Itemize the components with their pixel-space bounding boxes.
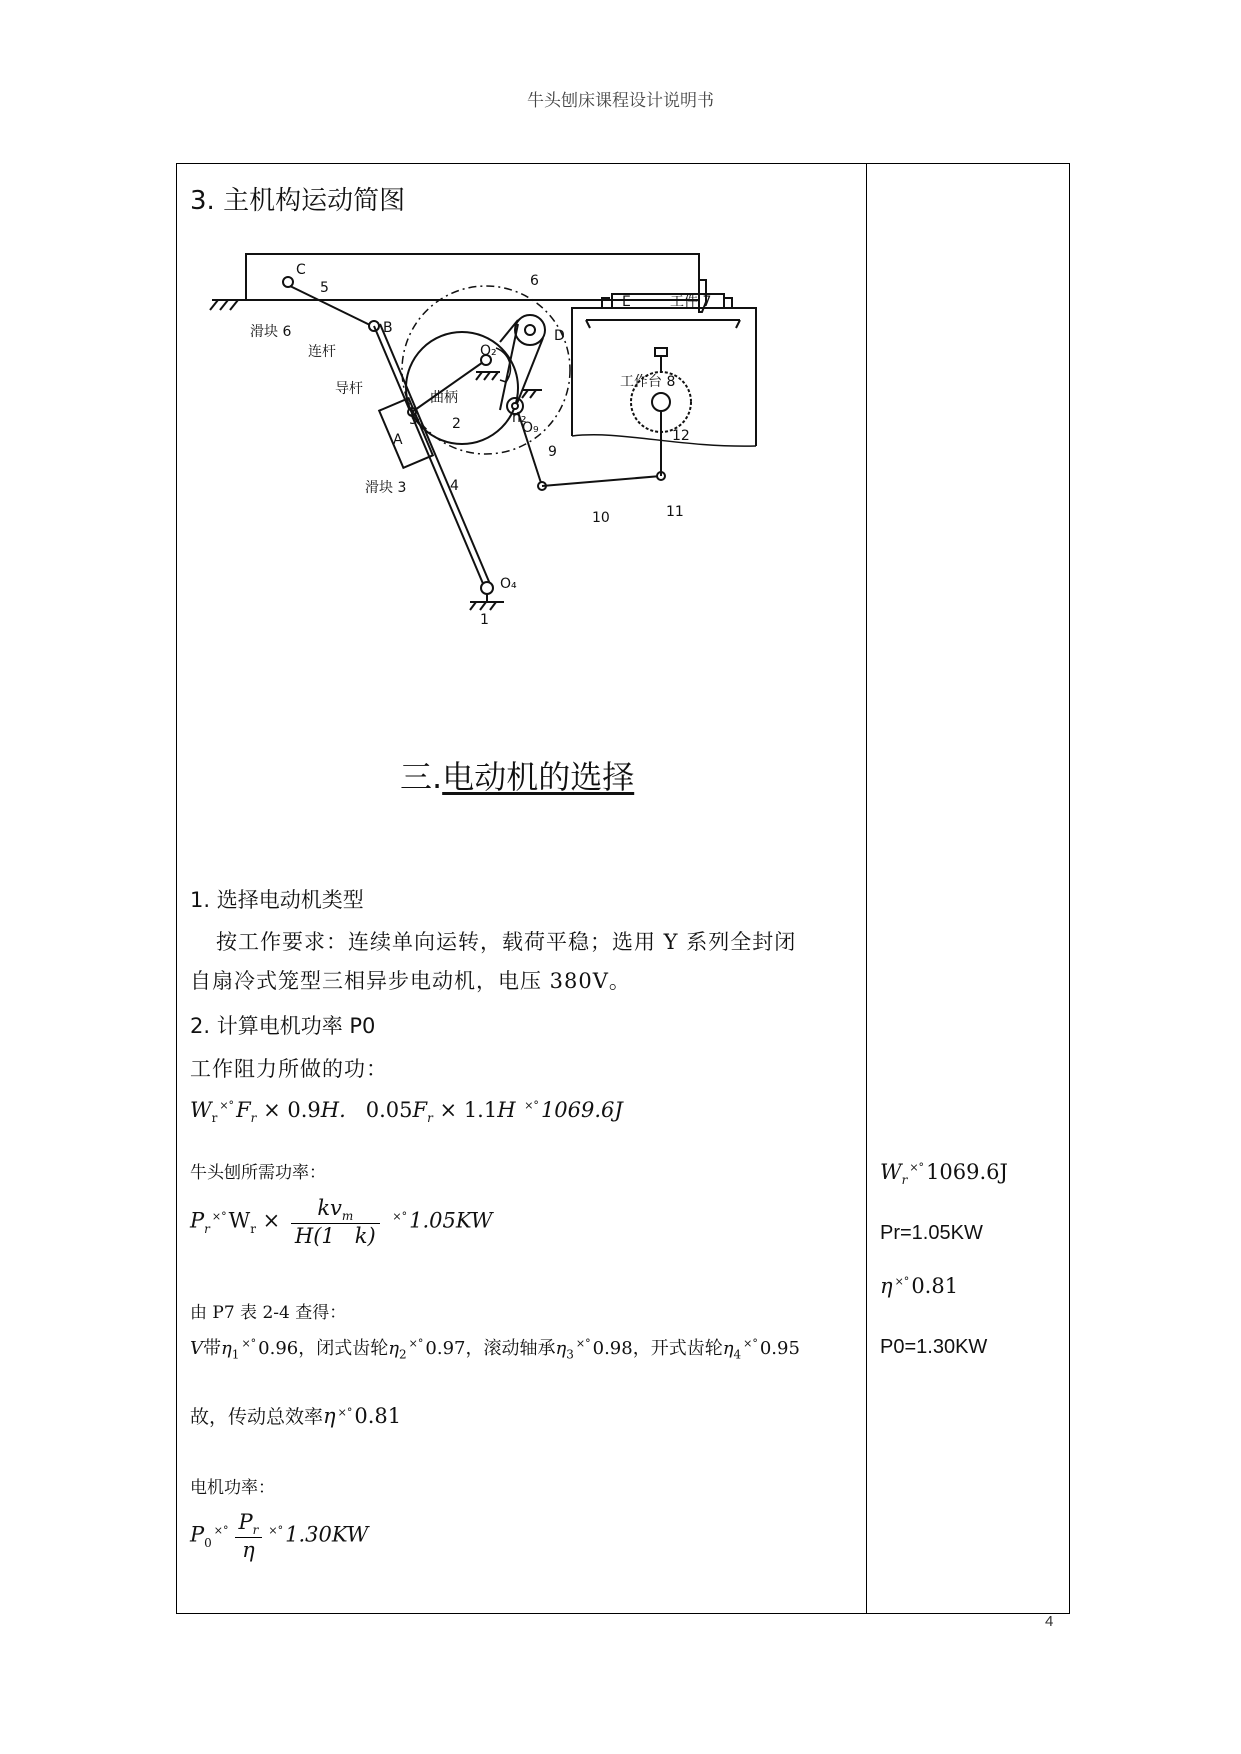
diagram-label-slider3: 滑块 3 bbox=[365, 480, 407, 496]
table-top-border-right bbox=[866, 163, 1070, 164]
heading-motor-type: 1. 选择电动机类型 bbox=[190, 888, 364, 912]
result-wr-value: 1069.6J bbox=[926, 1160, 1008, 1184]
diagram-label-slider6: 滑块 6 bbox=[250, 324, 292, 340]
diagram-label-B: B bbox=[383, 320, 393, 336]
equation-wr: $W_r^{\times^\circ}F_r \times 0.9H$. $0.05F_r \times 1.1H$ ×°1069.6J bbox=[190, 1098, 623, 1126]
total-efficiency-line: 故，传动总效率η ×°0.81 bbox=[190, 1404, 402, 1428]
result-eta-value: 0.81 bbox=[911, 1274, 959, 1298]
diagram-label-A: A bbox=[393, 432, 403, 448]
eff-vbelt: 0.96 bbox=[258, 1338, 299, 1359]
diagram-label-6: 6 bbox=[530, 273, 539, 289]
equation-wr-value: 1069.6J bbox=[540, 1098, 623, 1122]
diagram-label-10: 10 bbox=[592, 510, 610, 526]
section-title-mechanism: 3. 主机构运动简图 bbox=[190, 186, 406, 216]
equation-pr: $P_r^{\times^\circ}W_r$ × $\frac{kv_m}{H(1 k)}$ ×°1.05KW bbox=[190, 1196, 493, 1249]
diagram-label-2: 2 bbox=[452, 416, 461, 432]
motor-type-line2: 自扇冷式笼型三相异步电动机，电压 380V。 bbox=[190, 969, 631, 993]
diagram-label-D: D bbox=[554, 328, 565, 344]
diagram-label-guide: 导杆 bbox=[335, 381, 363, 397]
chapter-title bbox=[400, 752, 634, 798]
chapter-title-prefix: 三. bbox=[400, 758, 443, 796]
diagram-label-9: 9 bbox=[548, 444, 557, 460]
work-text: 工作阻力所做的功： bbox=[190, 1057, 388, 1081]
efficiency-line: V带$\eta_1^{\times^\circ}$ 0.96，闭式齿轮$\eta_2^{\times^\circ}$ 0.97，滚动轴承$\eta_3^{\times^\circ}$ 0.98，开式齿轮$\eta_4^{\times^\circ}$ 0.95 bbox=[190, 1337, 800, 1362]
eff-bearing: 0.98 bbox=[592, 1338, 633, 1359]
result-pr: Pr=1.05KW bbox=[880, 1222, 983, 1244]
diagram-label-12: 12 bbox=[672, 428, 690, 444]
result-wr: $W_r^{\times^\circ}1069.6J$ bbox=[880, 1160, 1008, 1188]
diagram-label-O2: O₂ bbox=[480, 343, 497, 359]
chapter-title-main: 电动机的选择 bbox=[442, 758, 635, 796]
diagram-label-work7: 工件 7 bbox=[670, 294, 712, 310]
label-vbelt: 带 bbox=[203, 1338, 221, 1359]
eff-gear-closed: 0.97 bbox=[425, 1338, 466, 1359]
label-gear-closed: ，闭式齿轮 bbox=[298, 1338, 389, 1359]
result-eta: η ×°0.81 bbox=[880, 1274, 959, 1298]
diagram-label-n2: n₂ bbox=[512, 410, 527, 426]
equation-p0-value: 1.30KW bbox=[285, 1522, 369, 1547]
result-p0: P0=1.30KW bbox=[880, 1336, 988, 1358]
label-gear-open: ，开式齿轮 bbox=[632, 1338, 723, 1359]
power-text: 牛头刨所需功率： bbox=[190, 1163, 326, 1183]
mechanism-diagram bbox=[200, 240, 860, 640]
diagram-label-4: 4 bbox=[450, 478, 459, 494]
diagram-label-1: 1 bbox=[480, 612, 489, 628]
heading-motor-power: 2. 计算电机功率 P0 bbox=[190, 1014, 376, 1038]
diagram-label-C: C bbox=[296, 262, 306, 278]
diagram-label-O4: O₄ bbox=[500, 576, 517, 592]
diagram-label-11: 11 bbox=[666, 504, 684, 520]
motor-power-text: 电机功率： bbox=[190, 1478, 275, 1498]
motor-type-line1: 按工作要求：连续单向运转，载荷平稳；选用 Y 系列全封闭 bbox=[216, 930, 797, 954]
page-header: 牛头刨床课程设计说明书 bbox=[527, 91, 714, 111]
equation-p0: $P_0^{\times^\circ}$ $\frac{P_r}{\eta}$ ×°1.30KW bbox=[190, 1510, 369, 1563]
diagram-label-5: 5 bbox=[320, 280, 329, 296]
diagram-label-3: 3 bbox=[409, 412, 418, 428]
total-efficiency-value: 0.81 bbox=[354, 1404, 402, 1428]
equation-pr-value: 1.05KW bbox=[409, 1208, 493, 1233]
eff-gear-open: 0.95 bbox=[759, 1338, 800, 1359]
diagram-label-table8: 工作台 8 bbox=[620, 374, 676, 390]
diagram-label-link: 连杆 bbox=[308, 344, 336, 360]
label-bearing: ，滚动轴承 bbox=[465, 1338, 556, 1359]
table-column-divider bbox=[866, 163, 867, 1614]
table-lookup-text: 由 P7 表 2-4 查得： bbox=[190, 1303, 347, 1323]
diagram-label-O9: O₉ bbox=[522, 420, 539, 436]
total-efficiency-text: 故，传动总效率 bbox=[190, 1406, 324, 1428]
page-number: 4 bbox=[1045, 1613, 1054, 1630]
diagram-label-E: E bbox=[622, 294, 631, 310]
diagram-label-crank: 曲柄 bbox=[430, 390, 458, 406]
